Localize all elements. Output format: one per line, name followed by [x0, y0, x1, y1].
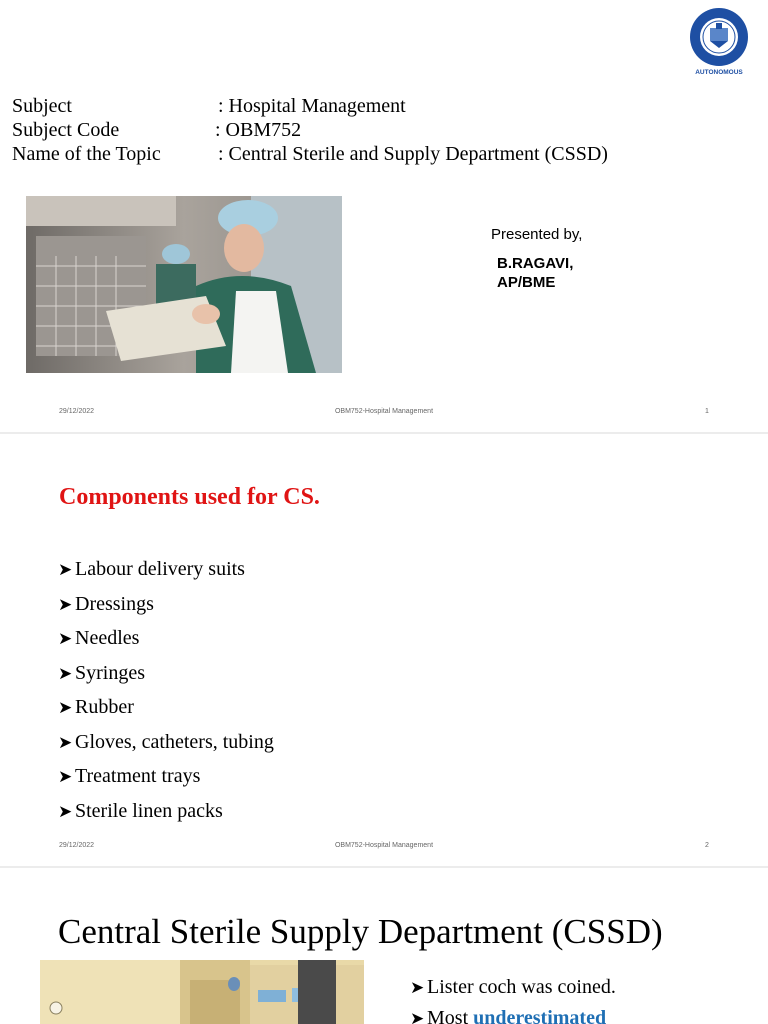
arrow-bullet-icon: ➤ — [58, 801, 73, 821]
slide-title: Central Sterile Supply Department (CSSD) — [58, 912, 663, 951]
cssd-illustration — [40, 960, 364, 1024]
footer-course: OBM752-Hospital Management — [334, 842, 434, 849]
list-item: ➤ Needles — [58, 621, 274, 656]
arrow-bullet-icon: ➤ — [410, 1009, 425, 1024]
arrow-bullet-icon: ➤ — [58, 629, 73, 648]
subject-code-label: Subject Code — [12, 119, 120, 141]
components-list — [58, 552, 274, 828]
arrow-bullet-icon: ➤ — [58, 594, 73, 614]
sterile-staff-photo — [26, 196, 342, 373]
footer-date: 29/12/2022 — [59, 842, 95, 849]
list-item: ➤ Sterile linen packs — [58, 794, 274, 829]
slide-title: Components used for CS. — [59, 484, 320, 510]
arrow-bullet-icon: ➤ — [58, 732, 73, 752]
topic-label: Name of the Topic — [12, 143, 161, 165]
presented-by-label: Presented by, — [491, 226, 583, 243]
subject-label: Subject — [12, 95, 72, 117]
cssd-bullet-list — [410, 972, 616, 1024]
cssd-slide — [0, 868, 768, 1024]
footer-course: OBM752-Hospital Management — [334, 408, 434, 415]
arrow-bullet-icon: ➤ — [58, 767, 73, 786]
subject-code-value: : OBM752 — [215, 119, 302, 141]
topic-value: : Central Sterile and Supply Department (CSSD) — [218, 143, 608, 165]
list-item: ➤ Labour delivery suits — [58, 552, 274, 587]
subject-value: : Hospital Management — [218, 95, 406, 117]
list-item: ➤ Gloves, catheters, tubing — [58, 725, 274, 760]
components-slide — [0, 434, 768, 866]
arrow-bullet-icon: ➤ — [58, 663, 73, 683]
list-item: ➤ Most underestimated — [410, 1003, 616, 1024]
arrow-bullet-icon: ➤ — [58, 560, 73, 579]
footer-page-number: 2 — [705, 842, 709, 849]
presenter-dept: AP/BME — [497, 274, 556, 291]
logo-caption: AUTONOMOUS — [695, 69, 743, 76]
footer-page-number: 1 — [705, 408, 709, 415]
list-item: ➤ Syringes — [58, 656, 274, 691]
list-item: ➤ Dressings — [58, 587, 274, 622]
list-item: ➤ Treatment trays — [58, 759, 274, 794]
list-item: ➤ Rubber — [58, 690, 274, 725]
arrow-bullet-icon: ➤ — [410, 978, 425, 997]
list-item: ➤ Lister coch was coined. — [410, 972, 616, 1003]
footer-date: 29/12/2022 — [59, 408, 95, 415]
title-slide — [0, 0, 768, 432]
presenter-name: B.RAGAVI, — [497, 255, 574, 272]
arrow-bullet-icon: ➤ — [58, 698, 73, 717]
institute-logo-icon — [688, 6, 750, 84]
highlighted-word: underestimated — [473, 1007, 607, 1024]
